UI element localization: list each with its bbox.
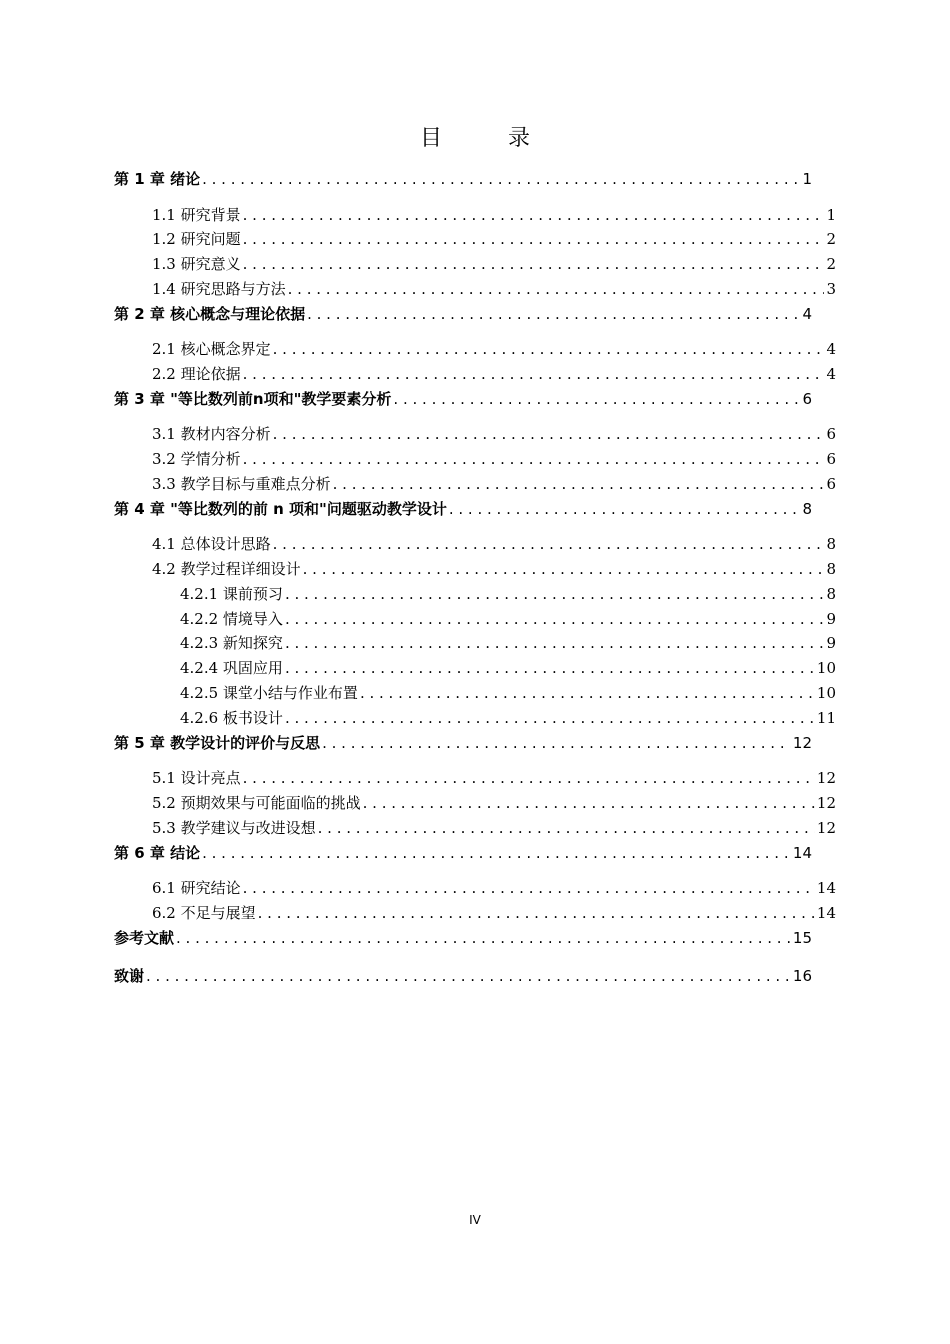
toc-entry-label: 第 3 章 "等比数列前n项和"教学要素分析 xyxy=(114,389,392,408)
toc-dot-leader xyxy=(285,608,825,630)
toc-section-entry[interactable] xyxy=(180,707,836,729)
toc-entry-page-number: 12 xyxy=(816,769,836,788)
toc-dot-leader xyxy=(243,363,825,385)
toc-entry-page-number: 2 xyxy=(826,230,836,249)
toc-dot-leader xyxy=(285,632,825,654)
toc-entry-page-number: 6 xyxy=(826,474,836,493)
toc-chapter-entry[interactable] xyxy=(114,498,812,520)
toc-dot-leader xyxy=(176,927,791,949)
toc-dot-leader xyxy=(273,338,825,360)
toc-dot-leader xyxy=(243,253,825,275)
toc-entry-label: 4.2 教学过程详细设计 xyxy=(152,560,301,578)
toc-entry-page-number: 8 xyxy=(802,499,812,518)
toc-entry-label: 2.1 核心概念界定 xyxy=(152,340,271,359)
toc-dot-leader xyxy=(363,792,815,814)
toc-dot-leader xyxy=(333,473,825,495)
toc-entry-page-number: 9 xyxy=(826,609,836,628)
toc-entry-page-number: 14 xyxy=(816,903,836,922)
toc-dot-leader xyxy=(303,558,825,580)
toc-entry-page-number: 11 xyxy=(816,708,836,727)
toc-entry-label: 4.2.5 课堂小结与作业布置 xyxy=(180,684,358,702)
toc-entry-page-number: 12 xyxy=(816,793,836,812)
toc-section-entry[interactable] xyxy=(152,228,836,250)
toc-entry-page-number: 14 xyxy=(792,843,812,862)
toc-entry-page-number: 1 xyxy=(802,170,812,188)
toc-entry-label: 1.3 研究意义 xyxy=(152,255,241,274)
toc-entry-page-number: 6 xyxy=(802,389,812,408)
toc-entry-label: 致谢 xyxy=(114,966,145,985)
toc-entry-label: 4.2.2 情境导入 xyxy=(180,609,283,628)
toc-entry-page-number: 10 xyxy=(816,659,836,678)
toc-dot-leader xyxy=(322,732,791,754)
page-title: 目 录 xyxy=(419,126,552,151)
toc-dot-leader xyxy=(273,533,825,555)
toc-entry-label: 4.2.4 巩固应用 xyxy=(180,659,283,678)
toc-entry-page-number: 12 xyxy=(792,733,812,752)
toc-section-entry[interactable] xyxy=(152,473,836,495)
toc-entry-label: 2.2 理论依据 xyxy=(152,365,241,383)
toc-entry-label: 4.2.3 新知探究 xyxy=(180,634,283,653)
toc-section-entry[interactable] xyxy=(152,204,836,226)
toc-entry-page-number: 15 xyxy=(792,928,812,947)
toc-entry-page-number: 10 xyxy=(816,684,836,702)
toc-dot-leader xyxy=(243,228,825,250)
toc-dot-leader xyxy=(202,842,791,864)
toc-entry-label: 第 1 章 绪论 xyxy=(114,170,201,188)
toc-section-entry[interactable] xyxy=(180,583,836,605)
toc-entry-page-number: 4 xyxy=(802,304,812,323)
toc-entry-page-number: 8 xyxy=(826,584,836,603)
toc-entry-label: 5.3 教学建议与改进设想 xyxy=(152,818,316,837)
toc-chapter-entry[interactable] xyxy=(114,842,812,864)
toc-chapter-entry[interactable] xyxy=(114,388,812,410)
toc-entry-page-number: 8 xyxy=(826,535,836,554)
toc-entry-page-number: 3 xyxy=(826,279,836,298)
toc-dot-leader xyxy=(243,204,825,226)
toc-entry-page-number: 6 xyxy=(826,425,836,444)
toc-dot-leader xyxy=(393,388,800,410)
toc-entry-label: 3.1 教材内容分析 xyxy=(152,425,271,444)
toc-entry-label: 3.2 学情分析 xyxy=(152,450,241,469)
toc-chapter-entry[interactable] xyxy=(114,732,812,754)
toc-section-entry[interactable] xyxy=(152,533,836,555)
toc-section-entry[interactable] xyxy=(180,682,836,704)
toc-dot-leader xyxy=(318,817,815,839)
toc-entry-label: 第 5 章 教学设计的评价与反思 xyxy=(114,733,321,752)
toc-dot-leader xyxy=(258,902,815,924)
toc-section-entry[interactable] xyxy=(180,632,836,654)
toc-dot-leader xyxy=(360,682,815,704)
toc-dot-leader xyxy=(288,278,825,300)
toc-entry-label: 6.1 研究结论 xyxy=(152,879,241,897)
toc-dot-leader xyxy=(285,583,825,605)
toc-dot-leader xyxy=(243,448,825,470)
toc-entry-page-number: 1 xyxy=(826,205,836,224)
toc-entry-label: 3.3 教学目标与重难点分析 xyxy=(152,474,331,493)
toc-entry-label: 1.4 研究思路与方法 xyxy=(152,279,286,298)
toc-dot-leader xyxy=(285,707,815,729)
toc-entry-label: 4.2.1 课前预习 xyxy=(180,584,283,603)
toc-entry-label: 4.1 总体设计思路 xyxy=(152,535,271,554)
toc-section-entry[interactable] xyxy=(180,657,836,679)
toc-dot-leader xyxy=(307,303,800,325)
toc-section-entry[interactable] xyxy=(152,792,836,814)
toc-dot-leader xyxy=(449,498,801,520)
toc-section-entry[interactable] xyxy=(152,877,836,899)
toc-entry-label: 1.1 研究背景 xyxy=(152,205,241,224)
toc-entry-label: 第 2 章 核心概念与理论依据 xyxy=(114,304,306,323)
toc-entry-page-number: 4 xyxy=(826,365,836,383)
toc-section-entry[interactable] xyxy=(152,253,836,275)
toc-section-entry[interactable] xyxy=(152,338,836,360)
toc-entry-label: 5.2 预期效果与可能面临的挑战 xyxy=(152,793,361,812)
toc-entry-label: 第 6 章 结论 xyxy=(114,843,201,862)
toc-chapter-entry[interactable] xyxy=(114,168,812,190)
toc-entry-page-number: 2 xyxy=(826,255,836,274)
footer-page-number: IV xyxy=(469,1213,481,1227)
toc-entry-label: 1.2 研究问题 xyxy=(152,230,241,249)
toc-section-entry[interactable] xyxy=(152,278,836,300)
toc-entry-label: 6.2 不足与展望 xyxy=(152,903,256,922)
toc-entry-label: 参考文献 xyxy=(114,928,175,947)
toc-dot-leader xyxy=(273,423,825,445)
toc-section-entry[interactable] xyxy=(152,767,836,789)
toc-section-entry[interactable] xyxy=(152,423,836,445)
toc-entry-page-number: 8 xyxy=(826,560,836,578)
toc-dot-leader xyxy=(243,767,815,789)
toc-entry-page-number: 4 xyxy=(826,340,836,359)
toc-section-entry[interactable] xyxy=(180,608,836,630)
toc-chapter-entry[interactable] xyxy=(114,965,812,987)
toc-chapter-entry[interactable] xyxy=(114,927,812,949)
toc-entry-page-number: 16 xyxy=(792,966,812,985)
toc-section-entry[interactable] xyxy=(152,363,836,385)
toc-section-entry[interactable] xyxy=(152,558,836,580)
toc-section-entry[interactable] xyxy=(152,902,836,924)
toc-entry-label: 第 4 章 "等比数列的前 n 项和"问题驱动教学设计 xyxy=(114,499,447,518)
toc-entry-page-number: 9 xyxy=(826,634,836,653)
toc-dot-leader xyxy=(202,168,800,190)
toc-section-entry[interactable] xyxy=(152,448,836,470)
toc-entry-page-number: 12 xyxy=(816,818,836,837)
toc-entry-page-number: 6 xyxy=(826,450,836,469)
toc-entry-label: 5.1 设计亮点 xyxy=(152,769,241,788)
toc-dot-leader xyxy=(285,657,815,679)
toc-chapter-entry[interactable] xyxy=(114,303,812,325)
toc-dot-leader xyxy=(146,965,791,987)
toc-section-entry[interactable] xyxy=(152,817,836,839)
toc-entry-label: 4.2.6 板书设计 xyxy=(180,708,283,727)
toc-dot-leader xyxy=(243,877,815,899)
toc-entry-page-number: 14 xyxy=(816,879,836,897)
